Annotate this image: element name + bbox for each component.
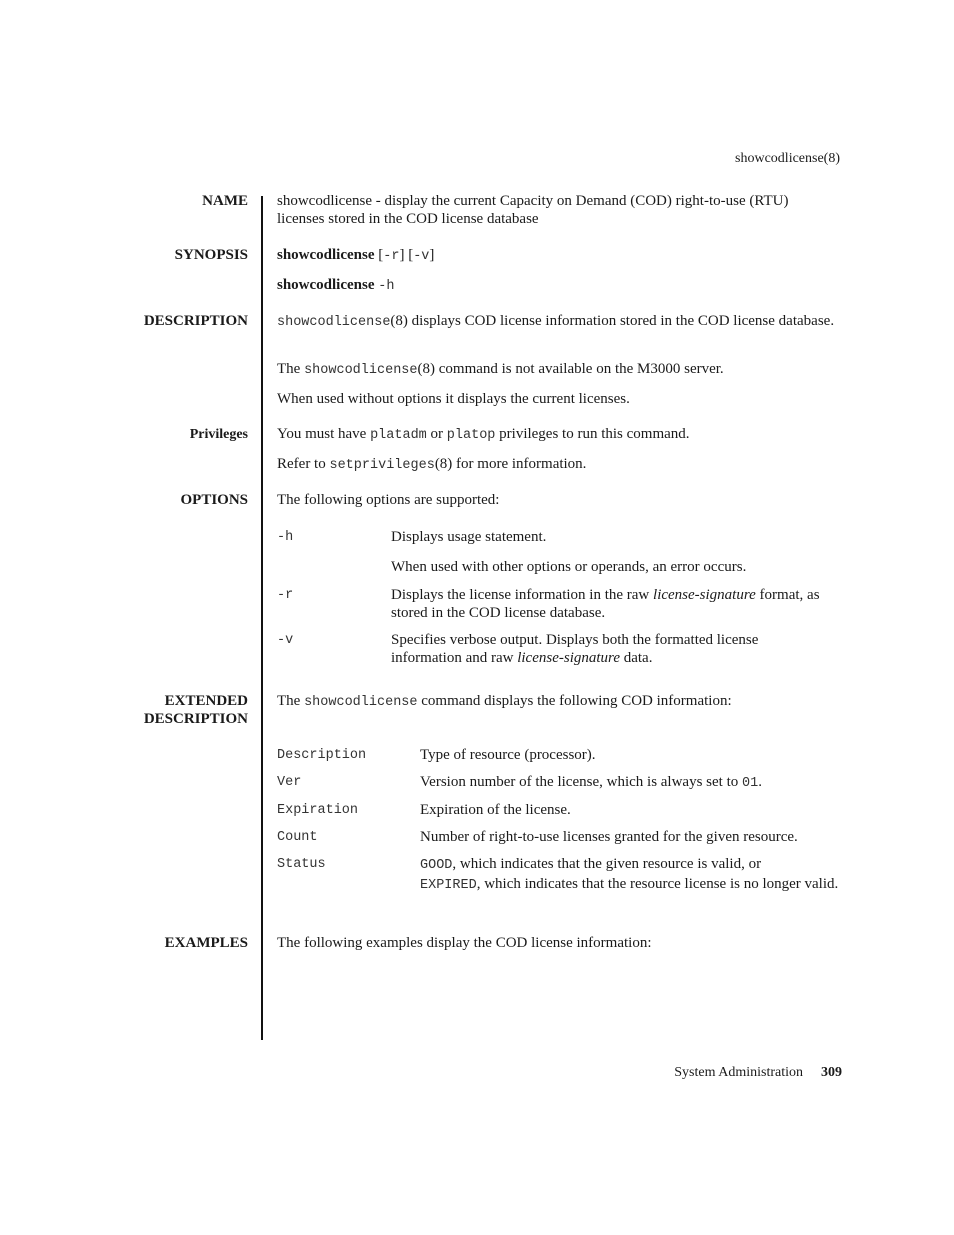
field-text-description: Type of resource (processor). <box>420 747 596 763</box>
code-showcodlicense: showcodlicense <box>304 363 418 378</box>
license-signature-term: license-signature <box>653 587 756 603</box>
extended-intro-text: command displays the following COD information: <box>417 693 732 709</box>
field-text-ver-pre: Version number of the license, which is always set to <box>420 774 743 790</box>
privileges-p1-pre: You must have <box>277 426 371 442</box>
privileges-p2 <box>277 455 847 475</box>
option-desc-v-post: data. <box>619 650 653 666</box>
field-text-ver <box>420 773 850 793</box>
page-footer <box>674 1064 842 1082</box>
field-text-expiration: Expiration of the license. <box>420 802 571 818</box>
field-name-description: Description <box>277 748 367 763</box>
code-platop: platop <box>446 428 496 443</box>
synopsis-command: showcodlicense <box>277 277 375 293</box>
running-header: showcodlicense(8) <box>735 151 840 166</box>
field-name-count: Count <box>277 830 318 845</box>
synopsis-punct: [ <box>374 247 384 263</box>
section-label-examples: EXAMPLES <box>164 935 248 951</box>
code-good: GOOD <box>420 858 453 873</box>
field-text-status-1: , which indicates that the given resource is valid, or <box>452 856 762 872</box>
section-label-extended: EXTENDED <box>164 693 248 709</box>
option-desc-h-2: When used with other options or operands, an error occurs. <box>391 559 747 575</box>
option-flag-v: -v <box>277 633 294 648</box>
description-p1-text: (8) displays COD license information stored in the COD license database. <box>390 313 835 329</box>
option-desc-r <box>391 586 847 622</box>
code-showcodlicense: showcodlicense <box>304 695 418 710</box>
synopsis-command: showcodlicense <box>277 247 375 263</box>
option-desc-v-pre: Specifies verbose output. Displays both the formatted license information and raw <box>391 632 759 666</box>
field-text-ver-post: . <box>758 774 762 790</box>
code-platadm: platadm <box>370 428 427 443</box>
option-flag-r: -r <box>277 588 294 603</box>
code-expired: EXPIRED <box>420 878 477 893</box>
section-label-name: NAME <box>202 193 248 209</box>
code-setprivileges: setprivileges <box>329 458 435 473</box>
examples-intro: The following examples display the COD license information: <box>277 935 652 951</box>
section-rule <box>261 196 263 1040</box>
field-name-status: Status <box>277 857 326 872</box>
section-label-options: OPTIONS <box>180 492 248 508</box>
options-intro: The following options are supported: <box>277 492 500 508</box>
synopsis-opt-v: -v <box>413 249 430 264</box>
option-desc-r-pre: Displays the license information in the raw <box>391 587 654 603</box>
privileges-p1-mid: or <box>426 426 447 442</box>
description-p2-text: (8) command is not available on the M3000 server. <box>417 361 724 377</box>
synopsis-punct: ] [ <box>399 247 414 263</box>
synopsis-opt-h: -h <box>378 279 395 294</box>
page-number: 309 <box>821 1065 842 1080</box>
code-showcodlicense: showcodlicense <box>277 315 391 330</box>
option-desc-h: Displays usage statement. <box>391 529 547 545</box>
field-text-status-2: , which indicates that the resource license is no longer valid. <box>476 876 839 892</box>
name-text: showcodlicense - display the current Capacity on Demand (COD) right-to-use (RTU) licenses stored in the COD license database <box>277 193 789 227</box>
privileges-p1 <box>277 425 847 445</box>
option-flag-h: -h <box>277 530 294 545</box>
license-signature-term: license-signature <box>517 650 620 666</box>
extended-intro-pre: The <box>277 693 305 709</box>
option-desc-r-post: format, as stored in the COD license database. <box>391 587 820 621</box>
code-01: 01 <box>742 776 759 791</box>
synopsis-opt-r: -r <box>383 249 400 264</box>
option-desc-v <box>391 631 821 667</box>
description-p2 <box>277 360 847 380</box>
section-label-privileges: Privileges <box>189 427 248 442</box>
description-p2-pre: The <box>277 361 305 377</box>
synopsis-punct: ] <box>429 247 435 263</box>
synopsis-line-2 <box>277 276 847 296</box>
section-label-extended-2: DESCRIPTION <box>143 711 248 727</box>
description-p3: When used without options it displays the current licenses. <box>277 391 630 407</box>
synopsis-line-1 <box>277 246 847 266</box>
description-p1 <box>277 312 847 332</box>
field-text-status <box>420 855 848 895</box>
section-label-synopsis: SYNOPSIS <box>174 247 248 263</box>
field-name-expiration: Expiration <box>277 803 359 818</box>
field-name-ver: Ver <box>277 775 302 790</box>
field-text-count: Number of right-to-use licenses granted for the given resource. <box>420 829 798 845</box>
privileges-p2-pre: Refer to <box>277 456 330 472</box>
privileges-p1-text: privileges to run this command. <box>495 426 690 442</box>
extended-intro <box>277 692 847 712</box>
section-label-description: DESCRIPTION <box>143 313 248 329</box>
footer-section: System Administration <box>674 1065 803 1080</box>
privileges-p2-text: (8) for more information. <box>434 456 587 472</box>
